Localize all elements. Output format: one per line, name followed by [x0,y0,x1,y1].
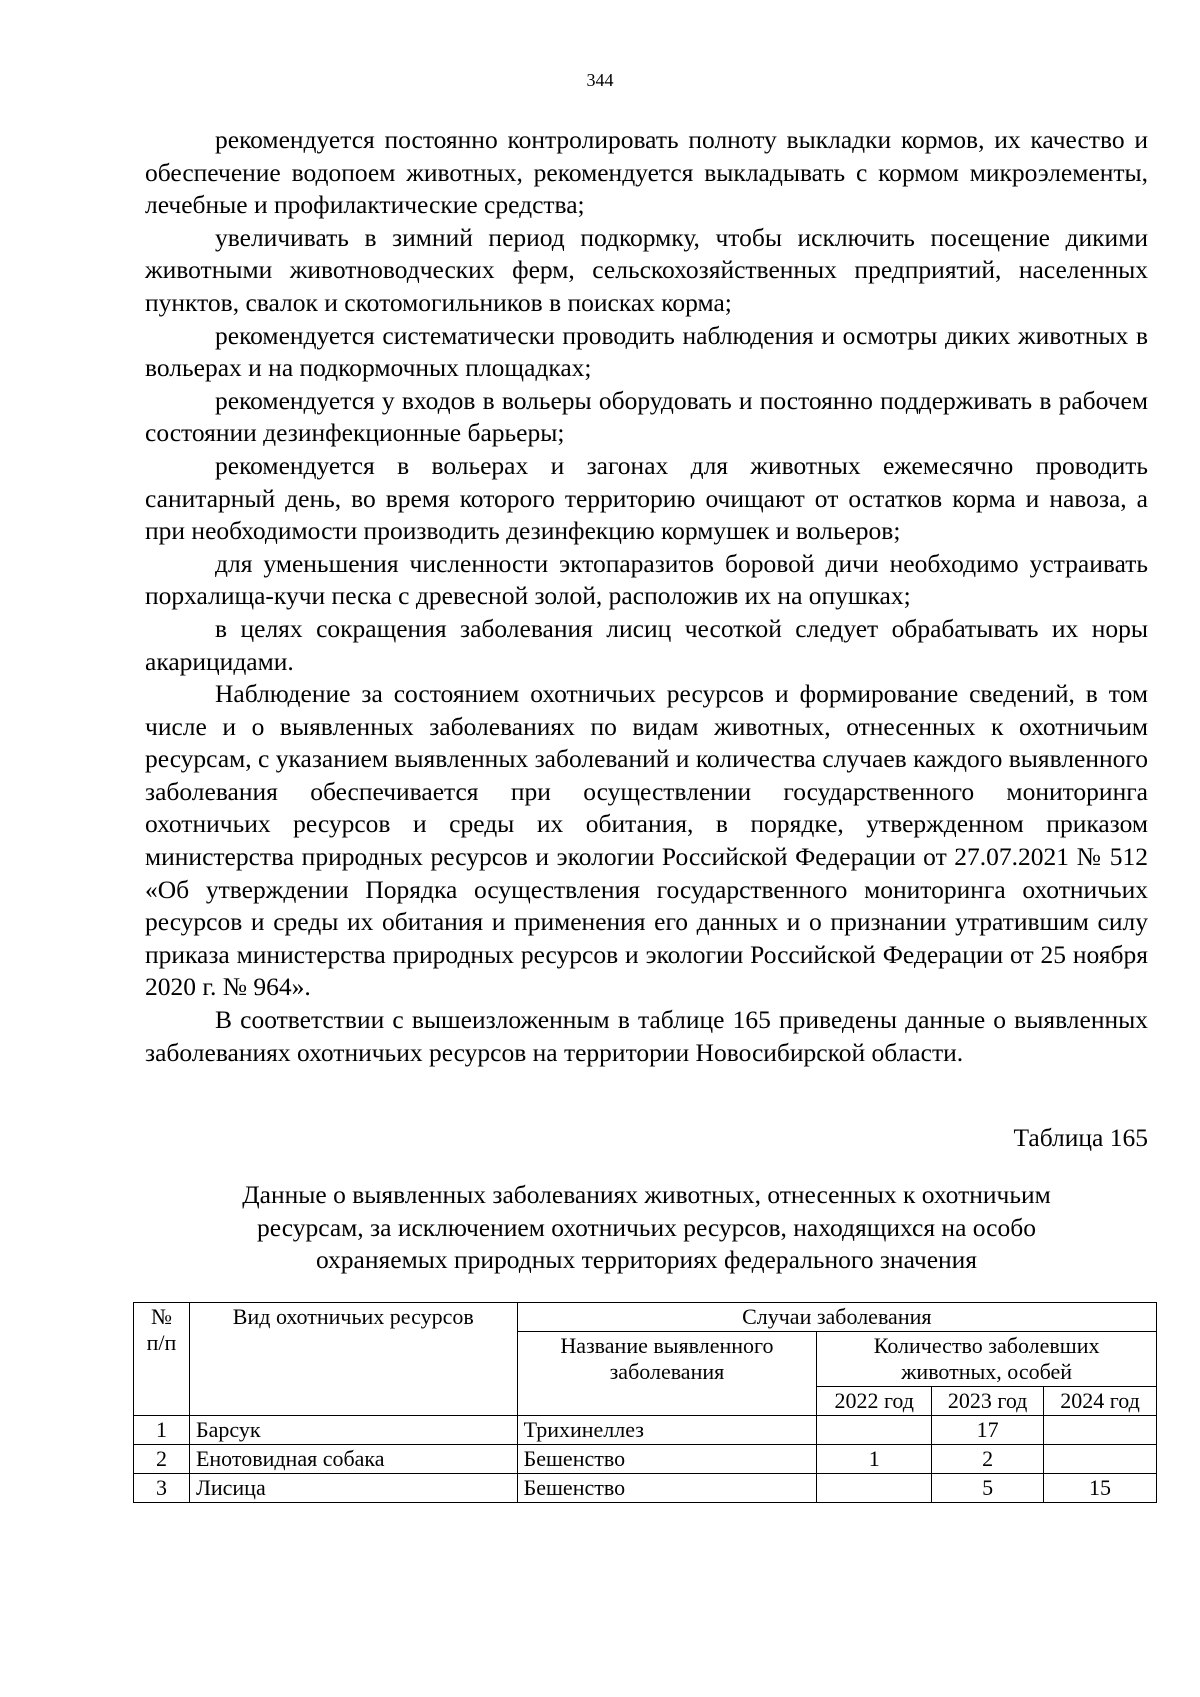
table-title-line: ресурсам, за исключением охотничьих ресурсов, находящихся на особо [257,1212,1036,1242]
row-disease: Бешенство [517,1474,817,1503]
paragraph: рекомендуется в вольерах и загонах для животных ежемесячно проводить санитарный день, во время которого территорию очищают от остатков корма и навоза, а при необходимости производить дезинфекцию кормушек и вольеров; [145,450,1148,546]
header-cases: Случаи заболевания [517,1303,1156,1332]
header-disease: Название выявленного заболевания [517,1332,817,1416]
paragraph: рекомендуется постоянно контролировать полноту выкладки кормов, их качество и обеспечение водопоем животных, рекомендуется выкладывать с кормом микроэлементы, лечебные и профилактические средства; [145,125,1148,220]
table-title [145,1179,1148,1277]
paragraph: увеличивать в зимний период подкормку, чтобы исключить посещение дикими животными животноводческих ферм, сельскохозяйственных предприятий, населенных пунктов, свалок и скотомогильников в поисках корма; [145,222,1148,317]
row-species: Лисица [189,1474,517,1503]
page-number: 344 [586,70,614,90]
row-num: 1 [134,1416,190,1445]
table-row [134,1445,1157,1474]
row-2024 [1044,1416,1157,1445]
paragraph: рекомендуется систематически проводить наблюдения и осмотры диких животных в вольерах и на подкормочных площадках; [145,320,1148,383]
table-row [134,1416,1157,1445]
row-2023: 2 [932,1445,1044,1474]
row-species: Енотовидная собака [189,1445,517,1474]
row-2024: 15 [1044,1474,1157,1503]
row-num: 2 [134,1445,190,1474]
row-2022 [817,1474,932,1503]
row-2023: 17 [932,1416,1044,1445]
paragraph: для уменьшения численности эктопаразитов боровой дичи необходимо устраивать порхалища-кучи песка с древесной золой, расположив их на опушках; [145,548,1148,611]
header-year: 2023 год [932,1387,1044,1416]
body-text [145,124,1148,1069]
disease-table [133,1302,1157,1503]
table-title-line: Данные о выявленных заболеваниях животных, отнесенных к охотничьим [242,1180,1051,1209]
table-title-line: охраняемых природных территориях федерального значения [315,1245,978,1275]
row-disease: Бешенство [517,1445,817,1474]
row-num: 3 [134,1474,190,1503]
paragraph: В соответствии с вышеизложенным в таблице 165 приведены данные о выявленных заболеваниях охотничьих ресурсов на территории Новосибирской области. [145,1005,1148,1067]
row-species: Барсук [189,1416,517,1445]
row-2022: 1 [817,1445,932,1474]
header-count: Количество заболевших животных, особей [817,1332,1157,1387]
table-caption: Таблица 165 [1013,1123,1148,1152]
header-year: 2022 год [817,1387,932,1416]
row-2024 [1044,1445,1157,1474]
row-2023: 5 [932,1474,1044,1503]
table-row [134,1474,1157,1503]
header-species: Вид охотничьих ресурсов [189,1303,517,1416]
header-year: 2024 год [1044,1387,1157,1416]
header-num: № п/п [134,1303,190,1416]
row-disease: Трихинеллез [517,1416,817,1445]
row-2022 [817,1416,932,1445]
paragraph: в целях сокращения заболевания лисиц чесоткой следует обрабатывать их норы акарицидами. [145,613,1148,676]
paragraph: рекомендуется у входов в вольеры оборудовать и постоянно поддерживать в рабочем состоянии дезинфекционные барьеры; [145,385,1148,448]
paragraph: Наблюдение за состоянием охотничьих ресурсов и формирование сведений, в том числе и о выявленных заболеваниях по видам животных, отнесенных к охотничьим ресурсам, с указанием выявленных заболеваний и количества случаев каждого выявленного заболевания обеспечивается при осуществлении государственного мониторинга охотничьих ресурсов и среды их обитания, в порядке, утвержденном приказом министерства природных ресурсов и экологии Российской Федерации от 27.07.2021 № 512 «Об утверждении Порядка осуществления государственного мониторинга охотничьих ресурсов и среды их обитания и применения его данных и о признании утратившим силу приказа министерства природных ресурсов и экологии Российской Федерации от 25 ноября 2020 г. № 964». [145,679,1148,1002]
header-row [134,1303,1157,1332]
